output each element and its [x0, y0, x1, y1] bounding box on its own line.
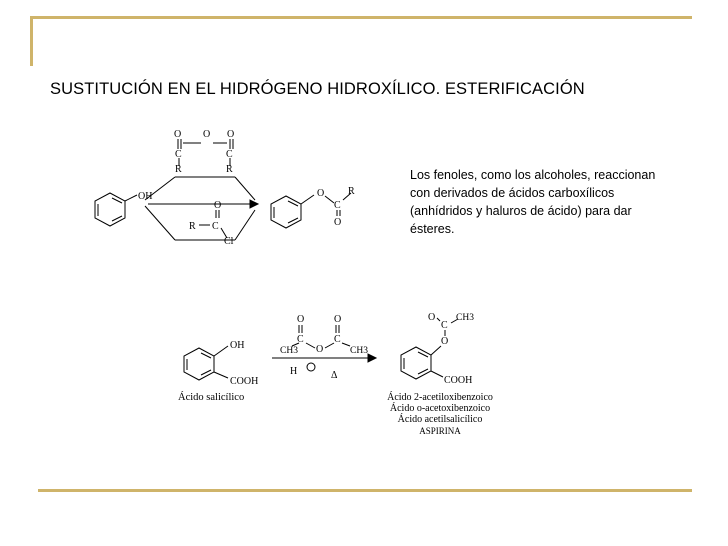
- aspirin-ch3-label: CH3: [456, 313, 474, 323]
- anhydride-c-left: C: [175, 149, 182, 160]
- ester-o-double-label: O: [334, 217, 342, 228]
- heat-label: Δ: [331, 370, 338, 381]
- anhydride-r-right: R: [226, 164, 233, 175]
- salicylic-cooh-label: COOH: [230, 376, 259, 387]
- aspirin-c-label: C: [441, 320, 448, 331]
- aspirin-ring: [401, 347, 431, 379]
- salicylic-ring: [184, 348, 214, 380]
- reagent-o-right: O: [334, 314, 342, 325]
- aspirin-name-1: Ácido 2-acetiloxibenzoico: [387, 392, 493, 403]
- aspirin-o-link-label: O: [441, 336, 449, 347]
- reagent-o-mid: O: [316, 344, 324, 355]
- phenol-ring: [95, 193, 125, 226]
- anhydride-o-mid: O: [203, 129, 211, 140]
- aspirin-o-label: O: [428, 312, 436, 323]
- acyl-c-label: C: [212, 221, 219, 232]
- reagent-c-left: C: [297, 334, 304, 345]
- salicylic-oh-label: OH: [230, 340, 245, 351]
- acyl-r-label: R: [189, 221, 196, 232]
- catalyst-label: H: [290, 366, 298, 377]
- slide-title: SUSTITUCIÓN EN EL HIDRÓGENO HIDROXÍLICO. ESTERIFICACIÓN: [50, 80, 585, 98]
- reagent-ch3-left: CH3: [280, 346, 298, 356]
- reagent-c-right: C: [334, 334, 341, 345]
- anhydride-o-right: O: [227, 129, 235, 140]
- reagent-o-left: O: [297, 314, 305, 325]
- ester-c-label: C: [334, 200, 341, 211]
- salicylic-name: Ácido salicílico: [178, 392, 245, 403]
- aspirin-cooh-label: COOH: [444, 375, 473, 386]
- aspirin-name-4: ASPIRINA: [419, 426, 461, 436]
- acyl-cl-label: Cl: [224, 236, 234, 247]
- ester-r-label: R: [348, 186, 355, 197]
- aspirin-name-3: Ácido acetilsalicílico: [397, 414, 483, 425]
- reagent-ch3-right: CH3: [350, 346, 368, 356]
- acyl-o-label: O: [214, 200, 222, 211]
- anhydride-o-left: O: [174, 129, 182, 140]
- aspirin-name-2: Ácido o-acetoxibenzoico: [389, 403, 491, 414]
- ester-o-label: O: [317, 188, 325, 199]
- slide-description: Los fenoles, como los alcoholes, reaccionan con derivados de ácidos carboxílicos (anhídridos y haluros de ácido) para dar ésteres.: [410, 168, 656, 236]
- anhydride-r-left: R: [175, 164, 182, 175]
- ester-ring: [271, 196, 301, 228]
- anhydride-c-right: C: [226, 149, 233, 160]
- phenol-oh-label: OH: [138, 191, 153, 202]
